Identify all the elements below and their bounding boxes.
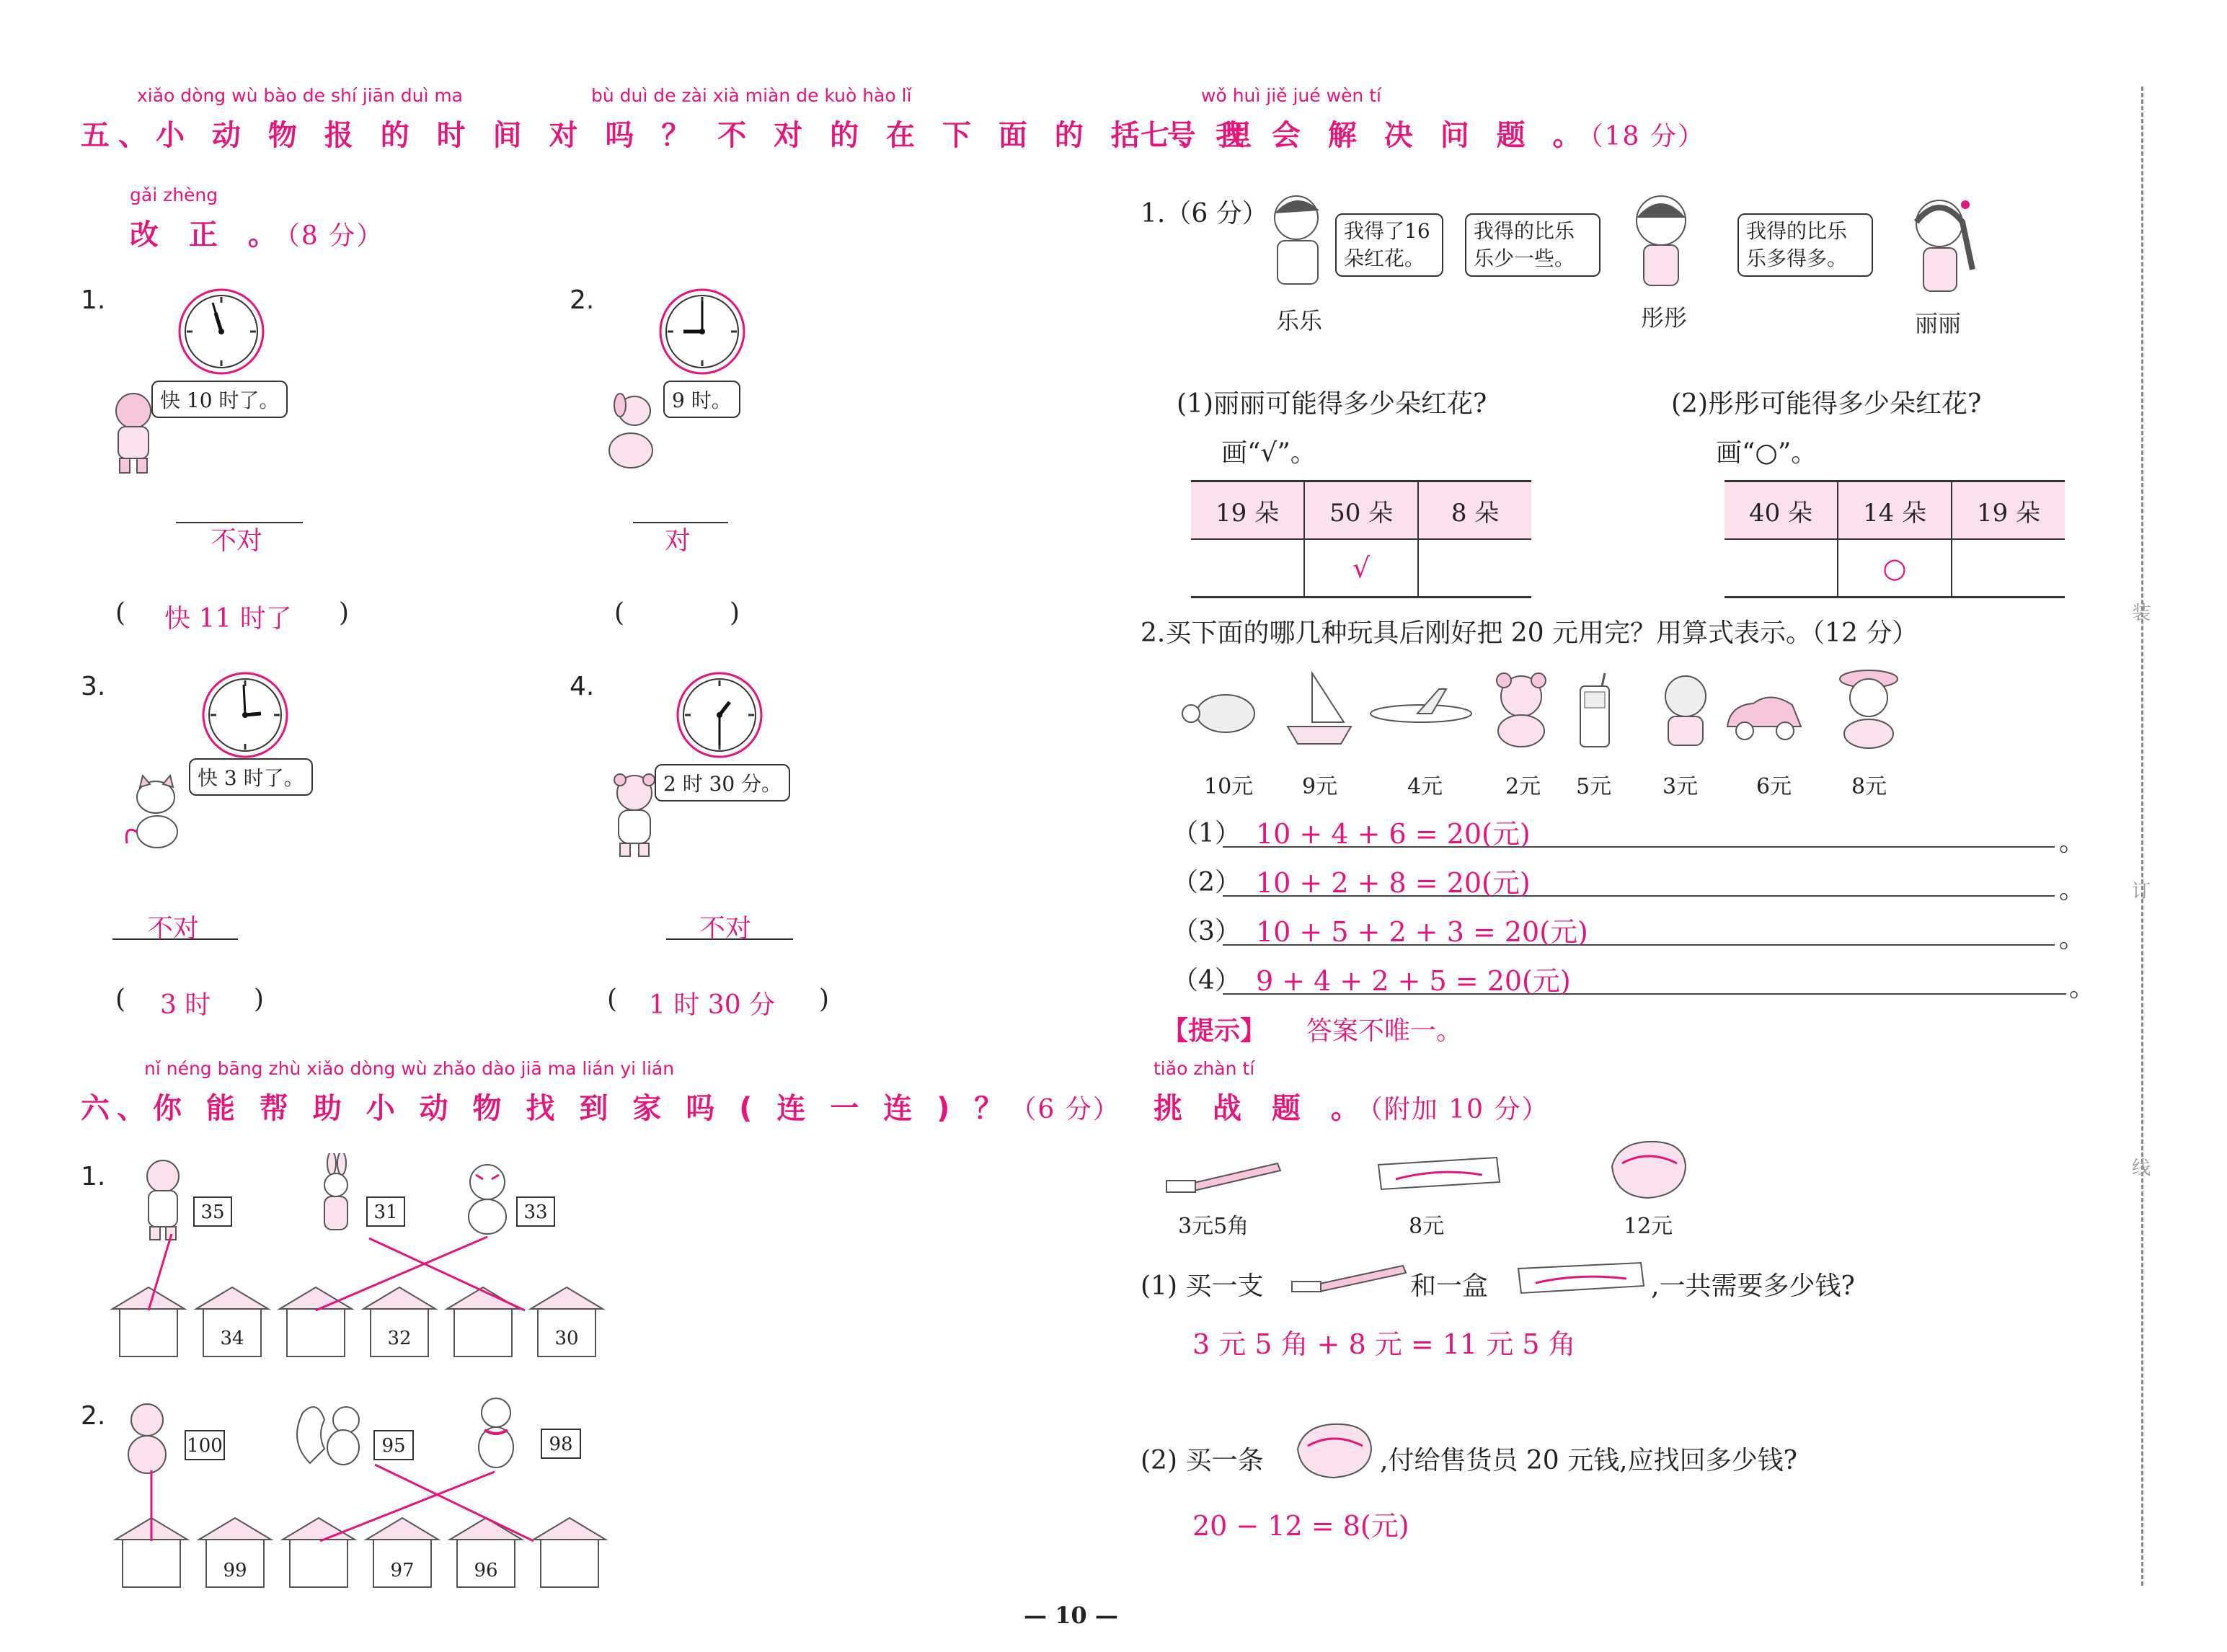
animal-number-box: 35 (193, 1196, 232, 1227)
p1-q2: (2)彤彤可能得多少朵红花? (1671, 389, 1982, 419)
sec5-pinyin-3: gǎi zhèng (130, 185, 218, 205)
challenge-score: （附加 10 分） (1369, 1095, 1549, 1124)
sec7-score: （18 分） (1590, 122, 1705, 151)
name-lele: 乐乐 (1276, 307, 1323, 334)
options-table-2 (1725, 480, 2065, 598)
challenge-q1-part1: (1) 买一支 (1141, 1271, 1264, 1301)
sec6-score: （6 分） (1010, 1095, 1120, 1124)
dog-icon (598, 389, 663, 476)
animal-number-box: 31 (366, 1196, 405, 1227)
q1-number: 1. (81, 1162, 106, 1191)
toy-price: 2元 (1505, 774, 1541, 799)
toothpaste-box-icon (1374, 1153, 1504, 1196)
options-table-1 (1191, 480, 1531, 598)
sec6-pinyin: nǐ néng bāng zhù xiǎo dòng wù zhǎo dào jiā ma lián yi lián (144, 1058, 675, 1079)
option-cell: 19 朵 (1191, 481, 1304, 540)
skunk-icon (463, 1394, 528, 1473)
answer-end-1: 。 (2059, 827, 2086, 857)
pig-icon (115, 1398, 180, 1478)
correction-1: 快 11 时了 (164, 604, 292, 634)
answer-cell[interactable] (1952, 539, 2065, 598)
clock-icon (675, 670, 764, 760)
house-row-1 (108, 1283, 606, 1362)
sec5-title: 五、小 动 物 报 的 时 间 对 吗 ？ 不 对 的 在 下 面 的 括 号 里 (81, 119, 1261, 152)
doll-icon (1830, 665, 1909, 751)
animal-number-box: 98 (541, 1429, 581, 1459)
house-number: 30 (554, 1328, 579, 1349)
option-cell: 40 朵 (1725, 481, 1838, 540)
q2-number: 2. (81, 1401, 106, 1431)
judge-answer-2: 对 (665, 526, 691, 556)
answer-cell[interactable]: ○ (1838, 539, 1952, 598)
sec7-title (1141, 112, 1705, 154)
bear-toy-icon (1650, 670, 1722, 750)
challenge-pinyin: tiǎo zhàn tí (1154, 1058, 1255, 1079)
turtle-icon (1179, 685, 1266, 742)
challenge-q2-part2: ,付给售货员 20 元钱,应找回多少钱? (1380, 1446, 1797, 1475)
challenge-q1-part2: 和一盒 (1410, 1271, 1489, 1301)
speech-bubble-4: 2 时 30 分。 (655, 764, 790, 801)
toy-price: 8元 (1851, 774, 1887, 799)
item4-number: 4. (570, 672, 595, 701)
answer-label-2: （2） (1172, 868, 1241, 897)
sec5-title-2 (130, 212, 384, 253)
answer-equation-3: 10 + 5 + 2 + 3 = 20(元) (1256, 916, 1588, 948)
item-price: 3元5角 (1178, 1214, 1249, 1239)
toy-price: 3元 (1662, 774, 1699, 799)
toy-price: 4元 (1407, 774, 1443, 799)
answer-end-4: 。 (2069, 973, 2096, 1003)
sec6-title (81, 1085, 1120, 1127)
sec7-title-text: 七、我 会 解 决 问 题 。 (1141, 119, 1590, 152)
answer-cell[interactable] (1725, 539, 1838, 598)
clock-icon (658, 287, 747, 376)
cat-icon (120, 774, 192, 853)
paren-left-4: ( (607, 985, 618, 1014)
side-label: 线 (2131, 1158, 2151, 1179)
clock-icon (200, 670, 290, 760)
name-lili: 丽丽 (1915, 310, 1962, 337)
toothpaste-box-icon (1514, 1260, 1648, 1299)
answer-cell[interactable]: √ (1304, 539, 1418, 598)
speech-bubble-3: 快 3 时了。 (189, 758, 313, 796)
paren-left-2: ( (614, 598, 625, 628)
paren-right-3: ) (254, 985, 265, 1014)
house-number: 96 (474, 1560, 498, 1581)
item-price: 12元 (1624, 1214, 1673, 1239)
speech-bubble-tongtong: 我得的比乐乐少一些。 (1465, 213, 1600, 277)
answer-equation-1: 10 + 4 + 6 = 20(元) (1256, 818, 1531, 850)
item3-number: 3. (81, 672, 106, 701)
p1-number: 1.（6 分） (1141, 199, 1268, 228)
house-number: 32 (387, 1328, 412, 1349)
challenge-title (1154, 1085, 1549, 1127)
side-label: 订 (2131, 881, 2151, 902)
sec7-pinyin: wǒ huì jiě jué wèn tí (1201, 85, 1381, 106)
house-row-2 (111, 1514, 608, 1593)
option-cell: 50 朵 (1304, 481, 1418, 540)
squirrel-icon (288, 1398, 375, 1470)
animal-number-box: 95 (373, 1430, 414, 1460)
answer-label-3: （3） (1172, 917, 1241, 946)
option-cell: 8 朵 (1418, 481, 1531, 540)
judge-answer-3: 不对 (147, 914, 200, 943)
phone-icon (1573, 672, 1616, 751)
house-number: 34 (220, 1328, 244, 1349)
rabbit-icon (314, 1153, 358, 1243)
side-label: 装 (2131, 603, 2151, 624)
p1-q1: (1)丽丽可能得多少朵红花? (1177, 389, 1487, 419)
p1-q1-instr: 画“√”。 (1221, 438, 1316, 468)
hint-text: 答案不唯一。 (1306, 1016, 1463, 1046)
toothbrush-icon (1288, 1258, 1410, 1299)
girl-icon (1903, 190, 1983, 306)
challenge-q1-part3: ,一共需要多少钱? (1651, 1271, 1855, 1301)
toy-price: 10元 (1204, 774, 1254, 799)
p2-question: 2.买下面的哪几种玩具后刚好把 20 元用完？用算式表示。（12 分） (1141, 618, 1918, 648)
paren-right-2: ) (730, 598, 740, 628)
sec5-pinyin-1: xiǎo dòng wù bào de shí jiān duì ma (137, 85, 464, 106)
tiger-icon (459, 1160, 516, 1240)
sec5-score: （8 分） (286, 221, 384, 251)
name-tongtong: 彤彤 (1641, 304, 1688, 332)
p1-q2-instr: 画“○”。 (1716, 438, 1818, 468)
challenge-answer-2: 20 − 12 = 8(元) (1192, 1510, 1409, 1542)
toy-price: 9元 (1302, 774, 1338, 799)
animal-number-box: 100 (185, 1430, 225, 1460)
towel-icon (1290, 1420, 1377, 1480)
sec6-title-text: 六、你 能 帮 助 小 动 物 找 到 家 吗 ( 连 一 连 ) ？ (81, 1092, 1011, 1125)
answer-end-2: 。 (2059, 875, 2086, 905)
toy-car-icon (1720, 683, 1807, 748)
challenge-title-text: 挑 战 题 。 (1154, 1092, 1370, 1125)
item1-number: 1. (81, 285, 106, 315)
item2-number: 2. (570, 285, 595, 315)
animal-number-box: 33 (516, 1196, 555, 1227)
sec5-pinyin-2: bù duì de zài xià miàn de kuò hào lǐ (591, 85, 912, 106)
page-number: — 10 — (1024, 1602, 1118, 1629)
hint-label: 【提示】 (1162, 1016, 1267, 1046)
answer-cell[interactable] (1191, 539, 1304, 598)
house-number: 99 (223, 1560, 247, 1581)
paren-right-4: ) (819, 985, 830, 1014)
girl-icon (1622, 189, 1701, 297)
answer-cell[interactable] (1418, 539, 1531, 598)
correction-3: 3 时 (160, 990, 211, 1020)
speech-bubble-1: 快 10 时了。 (151, 381, 288, 418)
toothbrush-icon (1162, 1155, 1285, 1198)
answer-equation-4: 9 + 4 + 2 + 5 = 20(元) (1256, 965, 1571, 997)
sailboat-icon (1283, 669, 1355, 748)
paren-left-3: ( (115, 985, 126, 1014)
elephant-icon (141, 1156, 185, 1243)
teddy-bear-icon (1485, 670, 1557, 750)
sec5-title-2-text: 改 正 。 (130, 218, 287, 252)
challenge-answer-1: 3 元 5 角 + 8 元 = 11 元 5 角 (1192, 1328, 1576, 1360)
paren-left-1: ( (115, 598, 126, 628)
speech-bubble-lili: 我得的比乐乐多得多。 (1737, 213, 1873, 277)
clock-icon (177, 287, 266, 376)
speech-bubble-2: 9 时。 (663, 381, 740, 418)
house-number: 97 (390, 1560, 415, 1581)
boy-icon (1263, 189, 1335, 297)
binding-line (2141, 86, 2143, 1586)
answer-end-3: 。 (2059, 924, 2086, 954)
answer-equation-2: 10 + 2 + 8 = 20(元) (1256, 867, 1531, 899)
speech-bubble-lele: 我得了16朵红花。 (1335, 213, 1443, 277)
option-cell: 19 朵 (1952, 481, 2065, 540)
option-cell: 14 朵 (1838, 481, 1952, 540)
challenge-q2-part1: (2) 买一条 (1141, 1446, 1264, 1475)
answer-label-1: （1） (1172, 819, 1241, 848)
paren-right-1: ) (339, 598, 350, 628)
airplane-icon (1367, 685, 1475, 742)
toy-price: 5元 (1576, 774, 1612, 799)
answer-label-4: （4） (1172, 966, 1241, 995)
toy-price: 6元 (1756, 774, 1792, 799)
correction-4: 1 时 30 分 (649, 990, 776, 1020)
judge-answer-4: 不对 (699, 914, 752, 943)
towel-icon (1605, 1137, 1691, 1202)
item-price: 8元 (1409, 1214, 1445, 1239)
judge-answer-1: 不对 (211, 526, 263, 556)
